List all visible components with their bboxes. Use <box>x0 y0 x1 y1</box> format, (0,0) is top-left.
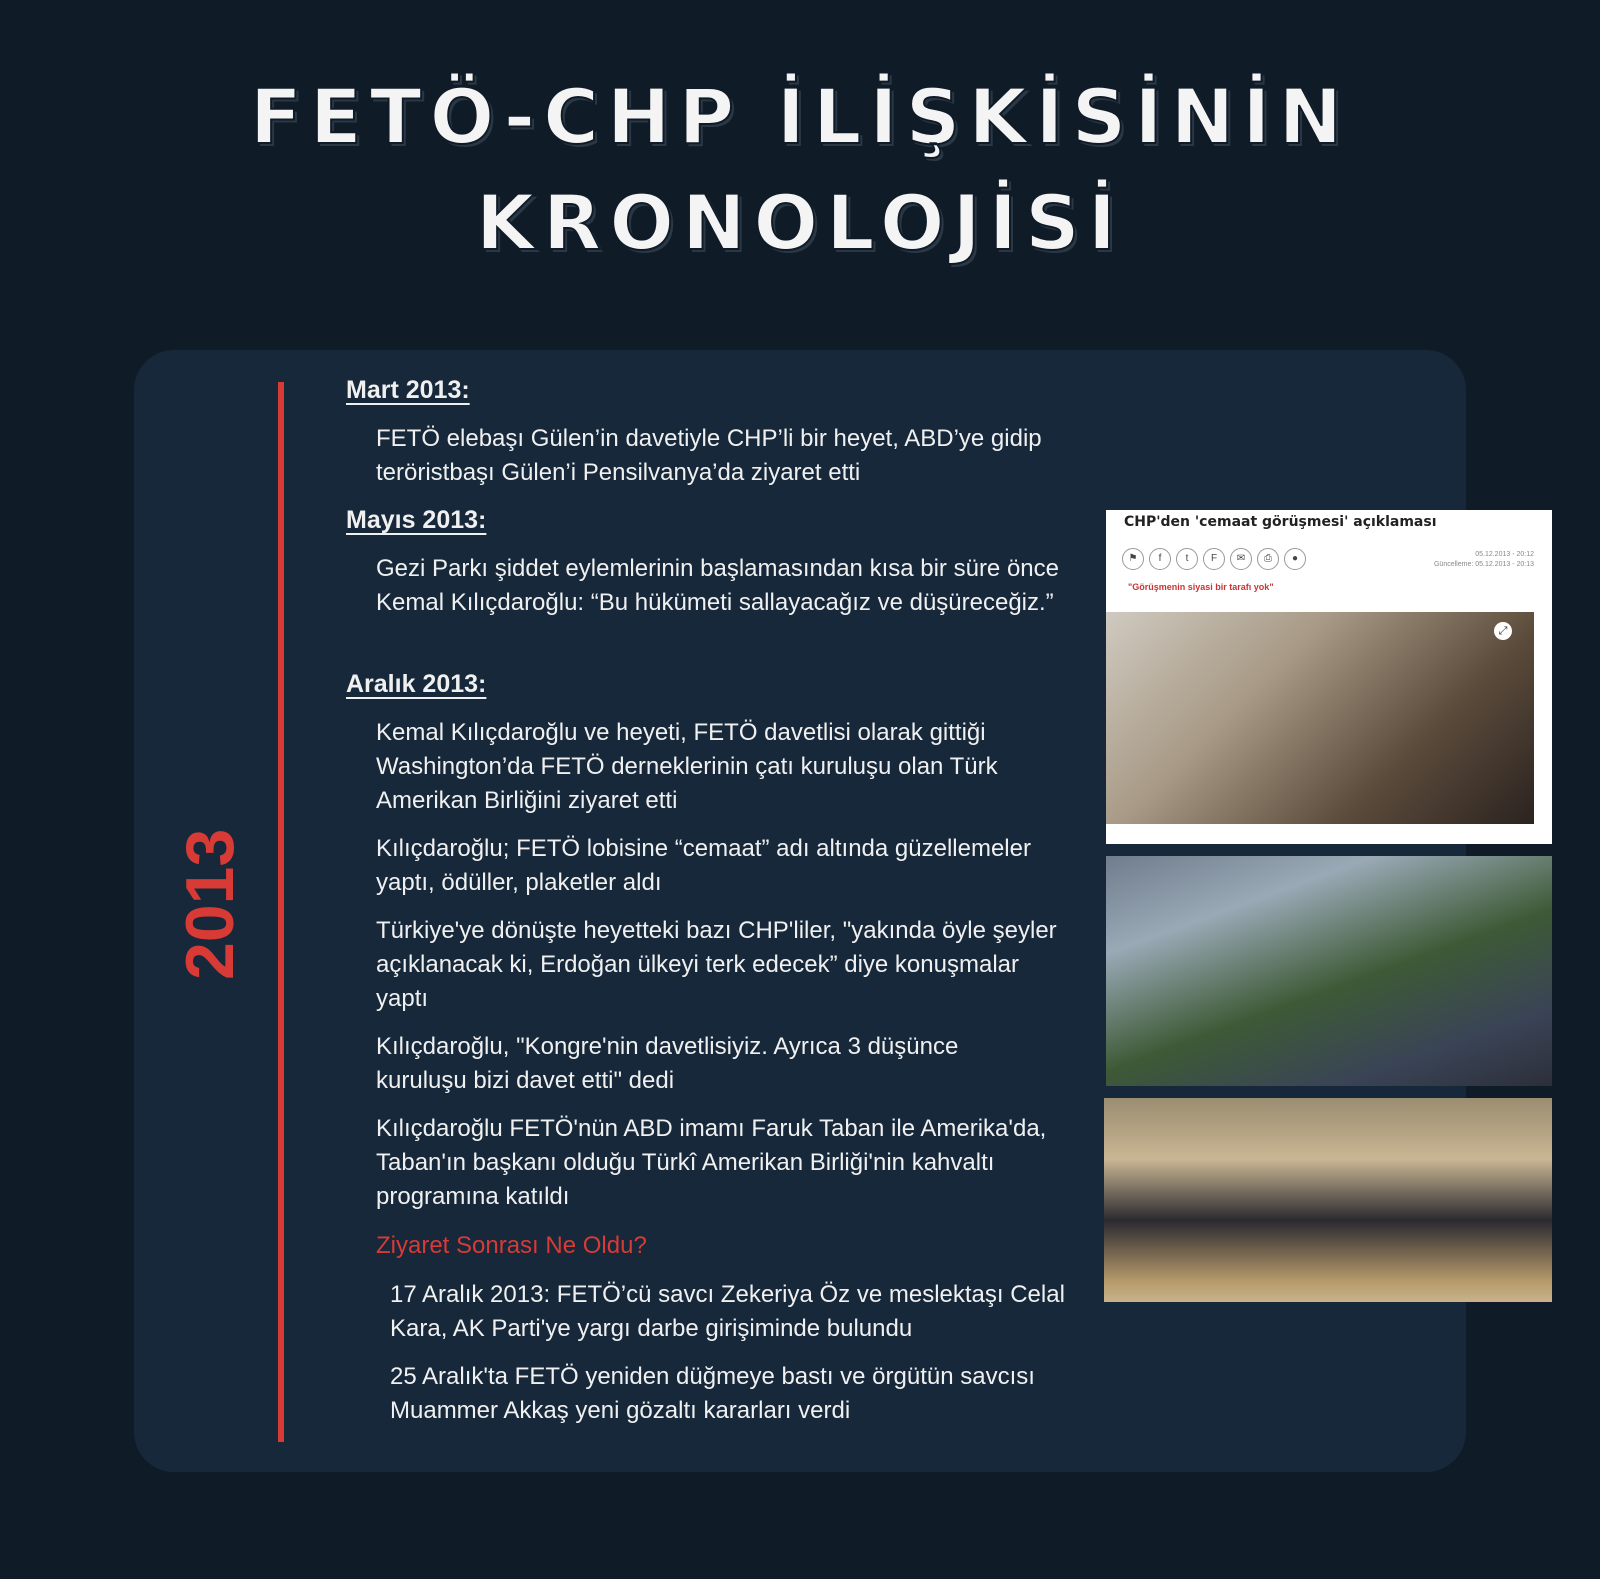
heading-mayis: Mayıs 2013: <box>346 506 487 534</box>
flipboard-icon: F <box>1203 548 1225 570</box>
news-headline: CHP'den 'cemaat görüşmesi' açıklaması <box>1124 514 1437 530</box>
text-aralik-4: Kılıçdaroğlu, "Kongre'nin davetlisiyiz. Ayrıca 3 düşünce kuruluşu bizi davet etti" dedi <box>376 1033 959 1094</box>
year-label: 2013 <box>172 828 248 980</box>
text-mayis: Gezi Parkı şiddet eylemlerinin başlamasından kısa bir süre önce Kemal Kılıçdaroğlu: “Bu hükümeti sallayacağız ve düşüreceğiz.” <box>376 555 1059 616</box>
comment-icon: ● <box>1284 548 1306 570</box>
heading-mart: Mart 2013: <box>346 376 470 404</box>
text-sonrasi-1: 17 Aralık 2013: FETÖ’cü savcı Zekeriya Öz ve meslektaşı Celal Kara, AK Parti'ye yargı darbe girişiminde bulundu <box>390 1281 1065 1342</box>
share-icons <box>1122 548 1306 570</box>
bookmark-icon: ⚑ <box>1122 548 1144 570</box>
rally-photo <box>1106 856 1552 1086</box>
mail-icon: ✉ <box>1230 548 1252 570</box>
text-aralik-3: Türkiye'ye dönüşte heyetteki bazı CHP'liler, "yakında öyle şeyler açıklanacak ki, Erdoğan ülkeyi terk edecek” diye konuşmalar yaptı <box>376 917 1057 1012</box>
twitter-icon: t <box>1176 548 1198 570</box>
heading-aralik: Aralık 2013: <box>346 670 487 698</box>
text-mart: FETÖ elebaşı Gülen’in davetiyle CHP’li bir heyet, ABD’ye gidip teröristbaşı Gülen’i Pensilvanya’da ziyaret etti <box>376 425 1042 486</box>
page-title-line1: FETÖ-CHP İLİŞKİSİNİN <box>249 72 1351 161</box>
timeline-line <box>278 382 284 1442</box>
news-update-date: Güncelleme: 05.12.2013 - 20:13 <box>1433 561 1534 568</box>
text-aralik-1: Kemal Kılıçdaroğlu ve heyeti, FETÖ davetlisi olarak gittiği Washington’da FETÖ derneklerinin çatı kuruluşu olan Türk Amerikan Birliğini ziyaret etti <box>376 719 998 814</box>
news-photo <box>1106 612 1534 824</box>
text-sonrasi-2: 25 Aralık'ta FETÖ yeniden düğmeye bastı ve örgütün savcısı Muammer Akkaş yeni gözaltı kararları verdi <box>390 1363 1035 1424</box>
news-quote: "Görüşmenin siyasi bir tarafı yok" <box>1128 582 1274 592</box>
text-aralik-2: Kılıçdaroğlu; FETÖ lobisine “cemaat” adı altında güzellemeler yaptı, ödüller, plaketler aldı <box>376 835 1031 896</box>
text-aralik-5: Kılıçdaroğlu FETÖ'nün ABD imamı Faruk Taban ile Amerika'da, Taban'ın başkanı olduğu Türkî Amerikan Birliği'nin kahvaltı programına katıldı <box>376 1115 1047 1210</box>
news-clip-image <box>1106 510 1552 844</box>
news-date: 05.12.2013 - 20:12 <box>1475 551 1534 558</box>
heading-sonrasi: Ziyaret Sonrası Ne Oldu? <box>376 1232 647 1259</box>
news-dates <box>1434 550 1534 570</box>
expand-icon: ⤢ <box>1494 622 1512 640</box>
page-title-line2: KRONOLOJİSİ <box>475 178 1125 267</box>
print-icon: ⎙ <box>1257 548 1279 570</box>
facebook-icon: f <box>1149 548 1171 570</box>
group-photo <box>1104 1098 1552 1302</box>
